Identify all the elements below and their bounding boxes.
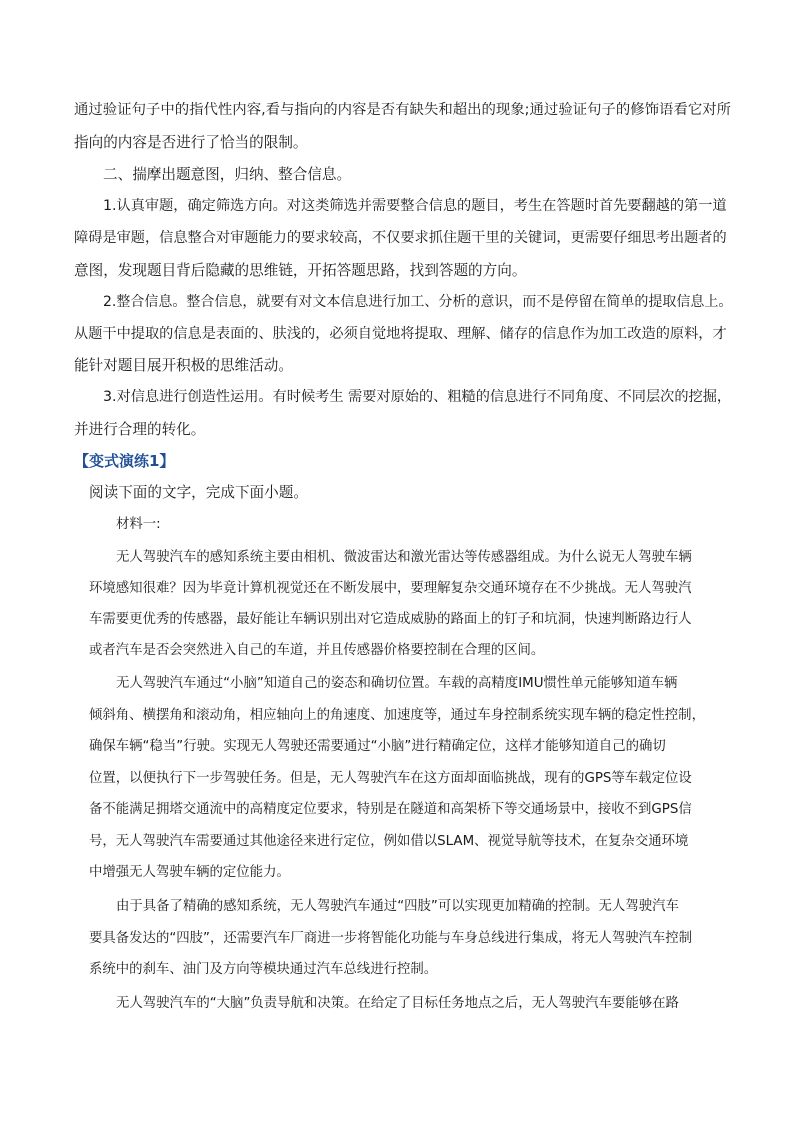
exercise-heading: 【变式演练1】 bbox=[74, 452, 175, 470]
point-1-line-1: 1.认真审题，确定筛选方向。对这类筛选并需要整合信息的题目，考生在答题时首先要翻越的第一道 bbox=[103, 198, 727, 214]
para-3-line-1: 由于具备了精确的感知系统，无人驾驶汽车通过“四肢”可以实现更加精确的控制。无人驾驶汽车 bbox=[116, 899, 679, 914]
material-label: 材料一: bbox=[116, 517, 161, 532]
point-1-line-2: 障碍是审题，信息整合对审题能力的要求较高，不仅要求抓住题干里的关键词，更需要仔细思考出题者的 bbox=[74, 230, 727, 246]
point-2-line-3: 能针对题目展开积极的思维活动。 bbox=[74, 357, 293, 374]
point-2-line-2: 从题干中提取的信息是表面的、肤浅的，必须自觉地将提取、理解、储存的信息作为加工改造的原料，才 bbox=[74, 326, 727, 342]
para-1-line-3: 车需要更优秀的传感器，最好能让车辆识别出对它造成威胁的路面上的钉子和坑洞，快速判断路边行人 bbox=[89, 612, 692, 627]
exercise-instruction: 阅读下面的文字，完成下面小题。 bbox=[89, 484, 308, 501]
intro-line-2: 指向的内容是否进行了恰当的限制。 bbox=[74, 134, 308, 151]
para-2-line-3: 确保车辆“稳当”行驶。实现无人驾驶还需要通过“小脑”进行精确定位，这样才能够知道自己的确切 bbox=[89, 739, 666, 754]
point-3-line-2: 并进行合理的转化。 bbox=[74, 421, 206, 438]
section-2-title: 二、揣摩出题意图，归纳、整合信息。 bbox=[103, 166, 352, 183]
para-2-line-4: 位置，以便执行下一步驾驶任务。但是，无人驾驶汽车在这方面却面临挑战，现有的GPS等车载定位设 bbox=[89, 771, 692, 786]
para-3-line-3: 系统中的刹车、油门及方向等模块通过汽车总线进行控制。 bbox=[89, 962, 438, 977]
point-2-line-1: 2.整合信息。整合信息，就要有对文本信息进行加工、分析的意识，而不是停留在简单的提取信息上。 bbox=[103, 294, 733, 310]
para-2-line-7: 中增强无人驾驶车辆的定位能力。 bbox=[89, 865, 290, 880]
point-1-line-3: 意图，发现题目背后隐藏的思维链，开拓答题思路，找到答题的方向。 bbox=[74, 262, 527, 279]
para-1-line-1: 无人驾驶汽车的感知系统主要由相机、微波雷达和激光雷达等传感器组成。为什么说无人驾驶车辆 bbox=[116, 550, 692, 565]
para-2-line-2: 倾斜角、横摆角和滚动角，相应轴向上的角速度、加速度等，通过车身控制系统实现车辆的稳定性控制， bbox=[89, 708, 705, 723]
para-2-line-5: 备不能满足拥塔交通流中的高精度定位要求，特别是在隧道和高架桥下等交通场景中，接收不到GPS信 bbox=[89, 802, 692, 817]
para-4-line-1: 无人驾驶汽车的“大脑”负责导航和决策。在给定了目标任务地点之后，无人驾驶汽车要能够在路 bbox=[116, 996, 679, 1011]
para-2-line-1: 无人驾驶汽车通过“小脑”知道自己的姿态和确切位置。车载的高精度IMU惯性单元能够知道车辆 bbox=[116, 676, 678, 691]
para-3-line-2: 要具备发达的“四肢”，还需要汽车厂商进一步将智能化功能与车身总线进行集成，将无人驾驶汽车控制 bbox=[89, 931, 693, 946]
para-2-line-6: 号，无人驾驶汽车需要通过其他途径来进行定位，例如借以SLAM、视觉导航等技术，在复杂交通环境 bbox=[89, 834, 689, 849]
point-3-line-1: 3.对信息进行创造性运用。有时候考生 需要对原始的、粗糙的信息进行不同角度、不同层次的挖掘， bbox=[103, 389, 732, 405]
para-1-line-2: 环境感知很难？因为毕竟计算机视觉还在不断发展中，要理解复杂交通环境存在不少挑战。无人驾驶汽 bbox=[89, 581, 692, 596]
para-1-line-4: 或者汽车是否会突然进入自己的车道，并且传感器价格要控制在合理的区间。 bbox=[89, 643, 545, 658]
intro-line-1: 通过验证句子中的指代性内容,看与指向的内容是否有缺失和超出的现象;通过验证句子的修饰语看它对所 bbox=[74, 102, 732, 118]
